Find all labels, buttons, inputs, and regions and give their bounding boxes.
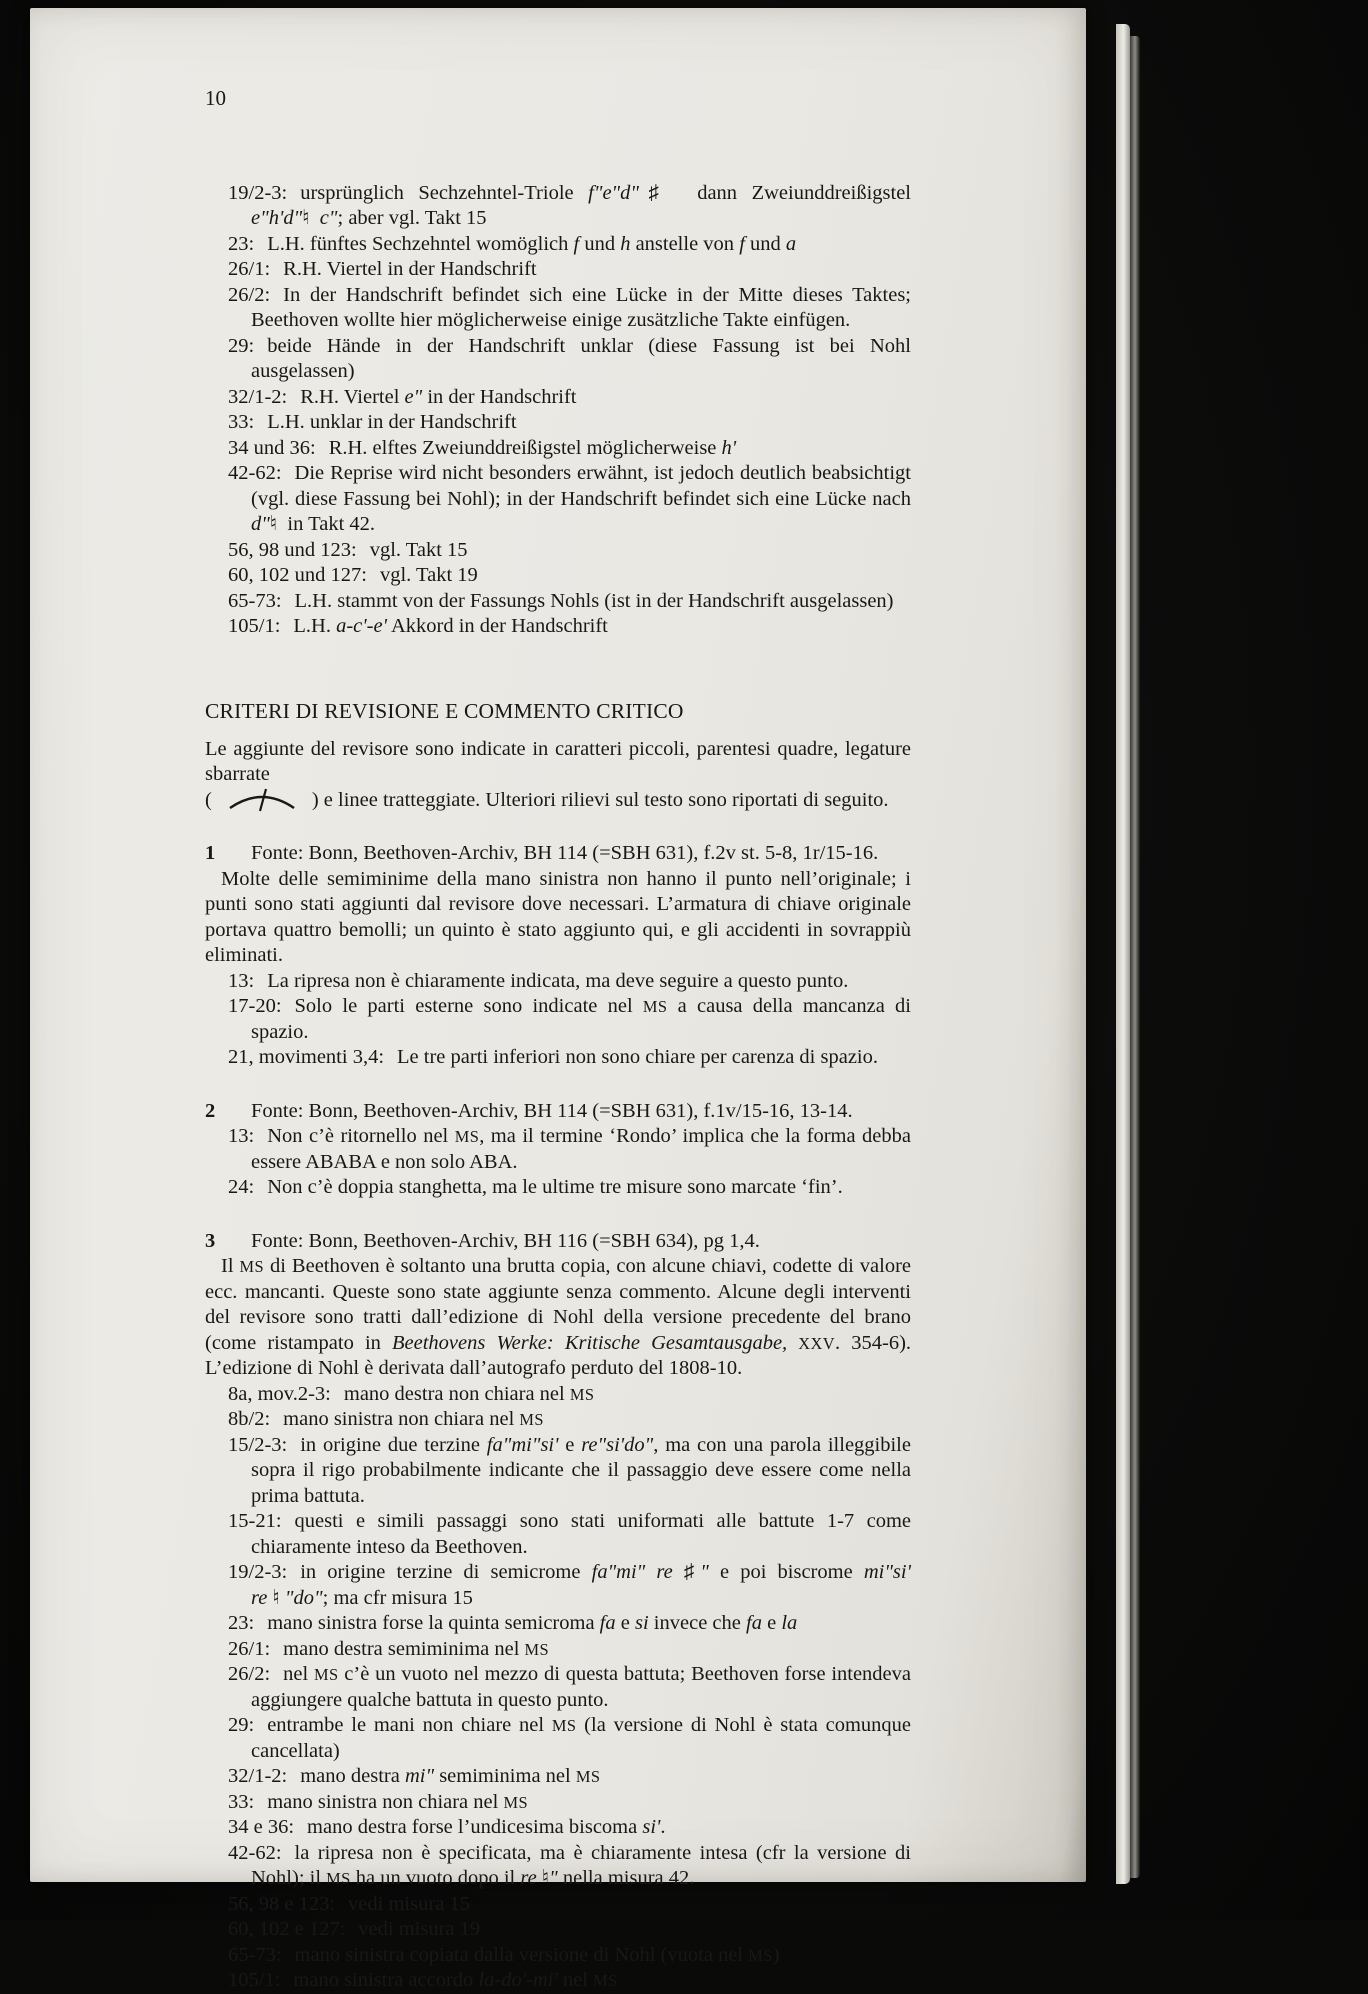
list-item-text: R.H. Viertel in der Handschrift [283,258,537,280]
list-item-label: 33: [228,1790,255,1813]
list-item-text: questi e simili passaggi sono stati uniformati alle battute 1-7 come chiaramente inteso da Beethoven. [251,1510,911,1558]
list-item [205,538,911,564]
list-item [205,1175,911,1201]
list-item [205,1892,911,1918]
list-item [205,1124,911,1175]
list-item [205,1045,911,1071]
list-item [205,181,911,232]
list-item-label: 19/2-3: [228,181,288,204]
list-item-text: In der Handschrift befindet sich eine Lücke in der Mitte dieses Taktes; Beethoven wollte hier möglicherweise einige zusätzliche Takte einfügen. [251,283,911,331]
list-item-text: beide Hände in der Handschrift unklar (diese Fassung ist bei Nohl ausgelassen) [251,334,911,382]
list-item-label: 15/2-3: [228,1433,288,1456]
list-item-text: mano destra semiminima nel MS [283,1637,550,1660]
list-item-label: 26/1: [228,1637,271,1660]
commentary-section-3 [205,1229,911,1994]
page-right-edge [1116,24,1130,1884]
list-item [205,1968,911,1994]
list-item [205,385,911,411]
list-item-text: Le tre parti inferiori non sono chiare per carenza di spazio. [397,1046,878,1068]
list-item-label: 60, 102 und 127: [228,564,367,586]
intro-paren-rest: ) e linee tratteggiate. Ulteriori rilievi sul testo sono riportati di seguito. [311,788,889,811]
list-item [205,1764,911,1790]
list-item-label: 8a, mov.2-3: [228,1382,331,1405]
list-item-text: mano destra forse l’undicesima biscoma si'. [307,1816,666,1838]
list-item-label: 56, 98 und 123: [228,538,357,561]
list-item-label: 42-62: [228,1841,282,1864]
list-item [205,1815,911,1841]
list-item-label: 13: [228,969,255,992]
list-item-label: 23: [228,1612,255,1634]
list-item-label: 8b/2: [228,1408,271,1430]
list-item [205,461,911,538]
source-line [205,841,911,867]
source-text: Fonte: Bonn, Beethoven-Archiv, BH 114 (=SBH 631), f.2v st. 5-8, 1r/15-16. [251,842,879,864]
list-item [205,1611,911,1637]
section-paragraph: Molte delle semiminime della mano sinistra non hanno il punto nell’originale; i punti sono stati aggiunti dal revisore dove necessari. L’armatura di chiave originale portava quattro bemolli; un quinto è stato aggiunto qui, e gli accidenti in sovrappiù eliminati. [205,867,911,966]
list-item [205,283,911,334]
list-item [205,436,911,462]
list-item-text: la ripresa non è specificata, ma è chiaramente intesa (cfr la versione di Nohl); il MS ha un vuoto dopo il re ♮" nella misura 42. [251,1841,911,1889]
source-text: Fonte: Bonn, Beethoven-Archiv, BH 114 (=SBH 631), f.1v/15-16, 13-14. [251,1099,853,1122]
list-item-text: Die Reprise wird nicht besonders erwähnt, ist jedoch deutlich beabsichtigt (vgl. diese Fassung bei Nohl); in der Handschrift befindet sich eine Lücke nach d"♮ in Takt 42. [251,462,911,535]
list-item [205,1509,911,1560]
section-number: 2 [205,1099,216,1122]
list-item-label: 15-21: [228,1510,282,1532]
list-item-text: L.H. stammt von der Fassungs Nohls (ist in der Handschrift ausgelassen) [294,589,894,612]
barred-tie-icon [226,788,298,812]
list-item-text: L.H. unklar in der Handschrift [267,411,517,433]
list-item-text: vgl. Takt 15 [369,538,468,561]
list-item-label: 23: [228,232,255,255]
list-item-label: 19/2-3: [228,1561,288,1583]
list-item [205,257,911,283]
list-item-text: Non c’è ritornello nel MS, ma il termine ‘Rondo’ implica che la forma debba essere ABABA e non solo ABA. [251,1125,911,1173]
list-item-text: L.H. a-c'-e' Akkord in der Handschrift [293,615,608,637]
intro-paragraph [205,737,911,814]
list-item-text: vedi misura 15 [348,1892,470,1915]
list-item-label: 34 und 36: [228,436,316,459]
list-item [205,1790,911,1816]
list-item [205,1407,911,1433]
list-item-text: mano destra non chiara nel MS [343,1382,595,1405]
page-number: 10 [205,86,226,110]
source-text: Fonte: Bonn, Beethoven-Archiv, BH 116 (=SBH 634), pg 1,4. [251,1229,760,1252]
list-item-label: 42-62: [228,462,282,484]
list-item-label: 26/2: [228,1663,271,1685]
section-paragraph: Il MS di Beethoven è soltanto una brutta copia, con alcune chiavi, codette di valore ecc. mancanti. Queste sono state aggiunte senza commento. Alcune degli interventi del revisore sono tratti dall’edizione di Nohl della versione precedente del brano (come ristampato in Beethovens Werke: Kritische Gesamtausgabe, XXV. 354-6). L’edizione di Nohl è derivata dall’autografo perduto del 1808-10. [205,1255,912,1379]
list-item [205,994,911,1045]
section-2-item-list [205,1124,911,1201]
list-item [205,1713,911,1764]
section-number: 1 [205,842,216,864]
list-item-label: 29: [228,1714,255,1736]
list-item-label: 32/1-2: [228,1765,288,1787]
document-page [30,8,1086,1991]
list-item-label: 26/2: [228,283,271,306]
list-item [205,1560,911,1611]
list-item-label: 56, 98 e 123: [228,1892,336,1915]
list-item-text: entrambe le mani non chiare nel MS (la versione di Nohl è stata comunque cancellata) [251,1714,911,1762]
list-item-label: 24: [228,1176,255,1198]
section-number: 3 [205,1229,216,1252]
list-item-label: 34 e 36: [228,1816,295,1838]
list-item-text: mano destra mi" semiminima nel MS [300,1765,601,1787]
list-item [205,1637,911,1663]
list-item-text: Non c’è doppia stanghetta, ma le ultime tre misure sono marcate ‘fin’. [267,1176,843,1198]
list-item-label: 26/1: [228,258,271,280]
list-item-label: 21, movimenti 3,4: [228,1046,385,1068]
source-line [205,1099,911,1125]
page-stack-edge [1130,36,1140,1878]
criteri-heading: CRITERI DI REVISIONE E COMMENTO CRITICO [205,698,684,723]
list-item-label: 105/1: [228,1969,281,1991]
list-item [205,1943,911,1969]
list-item-text: in origine terzine di semicrome fa"mi" re ♯" e poi biscrome mi"si' re ♮ "do"; ma cfr misura 15 [251,1561,911,1609]
list-item [205,563,911,589]
section-1-item-list [205,969,911,1071]
list-item [205,232,911,258]
list-item-text: ursprünglich Sechzehntel-Triole f"e"d"♯ dann Zweiunddreißigstel e"h'd"♮ c"; aber vgl. Takt 15 [251,181,911,229]
list-item [205,1841,911,1892]
list-item [205,969,911,995]
page-content [30,8,911,1994]
intro-line1: Le aggiunte del revisore sono indicate in caratteri piccoli, parentesi quadre, legature sbarrate [205,737,911,785]
list-item-label: 32/1-2: [228,385,288,408]
list-item-text: vgl. Takt 19 [379,564,478,586]
list-item-text: mano sinistra copiata dalla versione di Nohl (vuota nel MS) [294,1943,780,1966]
list-item-text: vedi misura 19 [358,1918,481,1940]
list-item-label: 17-20: [228,995,282,1017]
list-item-label: 13: [228,1125,255,1147]
list-item-text: in origine due terzine fa"mi"si' e re"si'do", ma con una parola illeggibile sopra il rigo probabilmente indicante che il passaggio deve essere come nella prima battuta. [251,1433,911,1507]
source-line [205,1229,911,1255]
list-item-text: La ripresa non è chiaramente indicata, ma deve seguire a questo punto. [267,969,849,992]
list-item [205,410,911,436]
list-item-label: 65-73: [228,589,282,612]
german-commentary-list [205,181,911,640]
list-item [205,1433,911,1510]
section-3-item-list [205,1382,911,1994]
list-item-text: mano sinistra accordo la-do'-mi' nel MS [293,1969,618,1991]
commentary-section-1 [205,841,911,1071]
list-item-text: R.H. Viertel e" in der Handschrift [300,385,577,408]
intro-paren-open: ( [205,788,212,811]
list-item-label: 29: [228,334,255,357]
list-item-text: mano sinistra non chiara nel MS [267,1790,528,1813]
list-item-label: 65-73: [228,1943,282,1966]
list-item-text: mano sinistra non chiara nel MS [283,1408,544,1430]
list-item [205,589,911,615]
list-item-text: mano sinistra forse la quinta semicroma fa e si invece che fa e la [267,1612,798,1634]
list-item-text: nel MS c’è un vuoto nel mezzo di questa battuta; Beethoven forse intendeva aggiungere qualche battuta in questo punto. [251,1663,912,1711]
list-item [205,1917,911,1943]
commentary-section-2 [205,1099,911,1201]
list-item-text: R.H. elftes Zweiunddreißigstel möglicherweise h' [328,436,737,459]
list-item-text: L.H. fünftes Sechzehntel womöglich f und h anstelle von f und a [267,232,797,255]
list-item [205,1662,911,1713]
list-item [205,614,911,640]
list-item-text: Solo le parti esterne sono indicate nel MS a causa della mancanza di spazio. [251,995,911,1043]
list-item [205,334,911,385]
list-item-label: 105/1: [228,615,281,637]
list-item [205,1382,911,1408]
list-item-label: 60, 102 e 127: [228,1918,346,1940]
list-item-label: 33: [228,411,255,433]
